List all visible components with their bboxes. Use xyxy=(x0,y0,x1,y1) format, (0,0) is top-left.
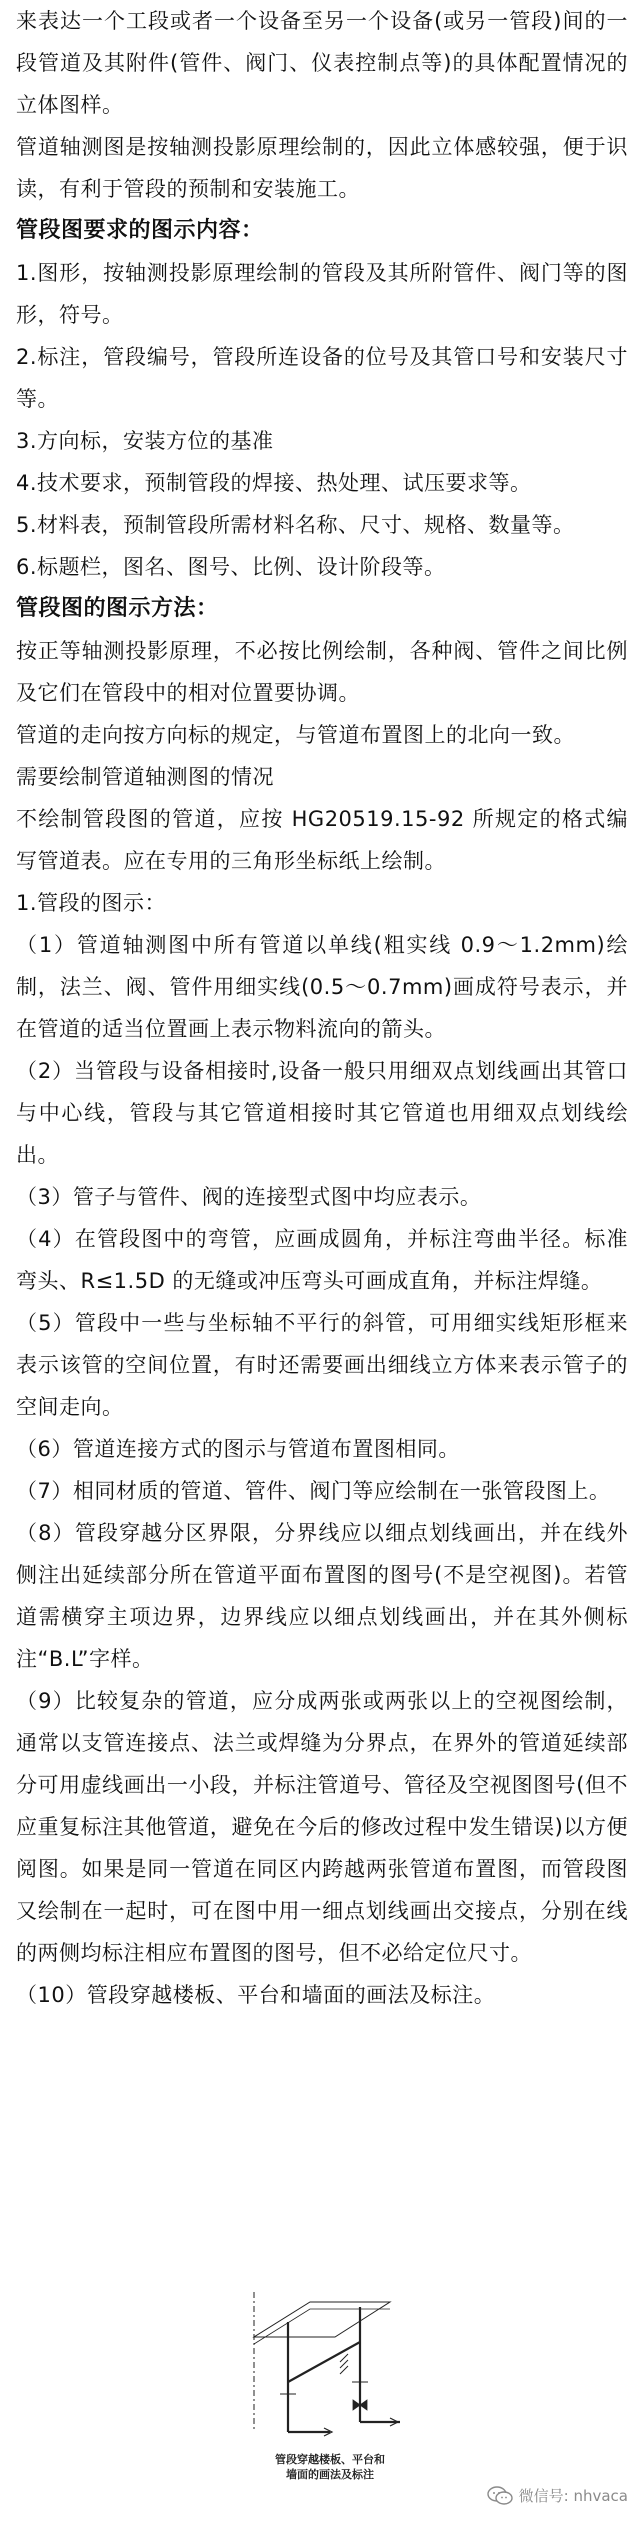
paragraph: 管道的走向按方向标的规定，与管道布置图上的北向一致。 xyxy=(16,723,575,747)
list-item: （9）比较复杂的管道，应分成两张或两张以上的空视图绘制，通常以支管连接点、法兰或焊缝为分界点，在界外的管道延续部分可用虚线画出一小段，并标注管道号、管径及空视图图号(但不应重复标注其他管道，避免在今后的修改过程中发生错误)以方便阅图。如果是同一管道在同区内跨越两张管道布置图，而管段图又绘制在一起时，可在图中用一细点划线画出交接点，分别在线的两侧均标注相应布置图的图号，但不必给定位尺寸。 xyxy=(16,1689,628,1965)
paragraph: 1.管段的图示： xyxy=(16,891,167,915)
figure-caption xyxy=(220,2452,440,2482)
section-heading: 管段图要求的图示内容： xyxy=(16,218,264,243)
list-item: （8）管段穿越分区界限，分界线应以细点划线画出，并在线外侧注出延续部分所在管道平面布置图的图号(不是空视图)。若管道需横穿主项边界，边界线应以细点划线画出，并在其外侧标注“B.L”字样。 xyxy=(16,1521,628,1671)
list-item: 1.图形，按轴测投影原理绘制的管段及其所附管件、阀门等的图形，符号。 xyxy=(16,261,628,327)
list-item: （5）管段中一些与坐标轴不平行的斜管，可用细实线矩形框来表示该管的空间位置，有时还需要画出细线立方体来表示管子的空间走向。 xyxy=(16,1311,628,1419)
list-item: （7）相同材质的管道、管件、阀门等应绘制在一张管段图上。 xyxy=(16,1479,611,1503)
section-heading: 管段图的图示方法： xyxy=(16,596,219,621)
list-item: 6.标题栏，图名、图号、比例、设计阶段等。 xyxy=(16,555,446,579)
list-item: （6）管道连接方式的图示与管道布置图相同。 xyxy=(16,1437,460,1461)
figure-caption-line: 管段穿越楼板、平台和 xyxy=(275,2453,385,2466)
list-item: （3）管子与管件、阀的连接型式图中均应表示。 xyxy=(16,1185,482,1209)
wechat-icon xyxy=(487,2486,513,2506)
article-body xyxy=(16,0,628,2016)
paragraph: 来表达一个工段或者一个设备至另一个设备(或另一管段)间的一段管道及其附件(管件、阀门、仪表控制点等)的具体配置情况的立体图样。 xyxy=(16,9,628,117)
list-item: 3.方向标，安装方位的基准 xyxy=(16,429,274,453)
wechat-watermark xyxy=(487,2485,628,2506)
paragraph: 不绘制管段图的管道，应按 HG20519.15-92 所规定的格式编写管道表。应在专用的三角形坐标纸上绘制。 xyxy=(16,807,628,873)
list-item: 4.技术要求，预制管段的焊接、热处理、试压要求等。 xyxy=(16,471,532,495)
list-item: 5.材料表，预制管段所需材料名称、尺寸、规格、数量等。 xyxy=(16,513,575,537)
pipe-isometric-diagram xyxy=(240,2282,410,2452)
list-item: （2）当管段与设备相接时,设备一般只用细双点划线画出其管口与中心线，管段与其它管道相接时其它管道也用细双点划线绘出。 xyxy=(16,1059,628,1167)
list-item: （1）管道轴测图中所有管道以单线(粗实线 0.9～1.2mm)绘制，法兰、阀、管件用细实线(0.5～0.7mm)画成符号表示，并在管道的适当位置画上表示物料流向的箭头。 xyxy=(16,933,628,1041)
paragraph: 需要绘制管道轴测图的情况 xyxy=(16,765,274,789)
list-item: （10）管段穿越楼板、平台和墙面的画法及标注。 xyxy=(16,1983,496,2007)
paragraph: 管道轴测图是按轴测投影原理绘制的，因此立体感较强，便于识读，有利于管段的预制和安装施工。 xyxy=(16,135,628,201)
watermark-text: 微信号: nhvaca xyxy=(518,2487,628,2505)
list-item: 2.标注，管段编号，管段所连设备的位号及其管口号和安装尺寸等。 xyxy=(16,345,628,411)
figure-caption-line: 墙面的画法及标注 xyxy=(286,2468,374,2481)
paragraph: 按正等轴测投影原理，不必按比例绘制，各种阀、管件之间比例及它们在管段中的相对位置要协调。 xyxy=(16,639,628,705)
list-item: （4）在管段图中的弯管，应画成圆角，并标注弯曲半径。标准弯头、R≤1.5D 的无缝或冲压弯头可画成直角，并标注焊缝。 xyxy=(16,1227,628,1293)
